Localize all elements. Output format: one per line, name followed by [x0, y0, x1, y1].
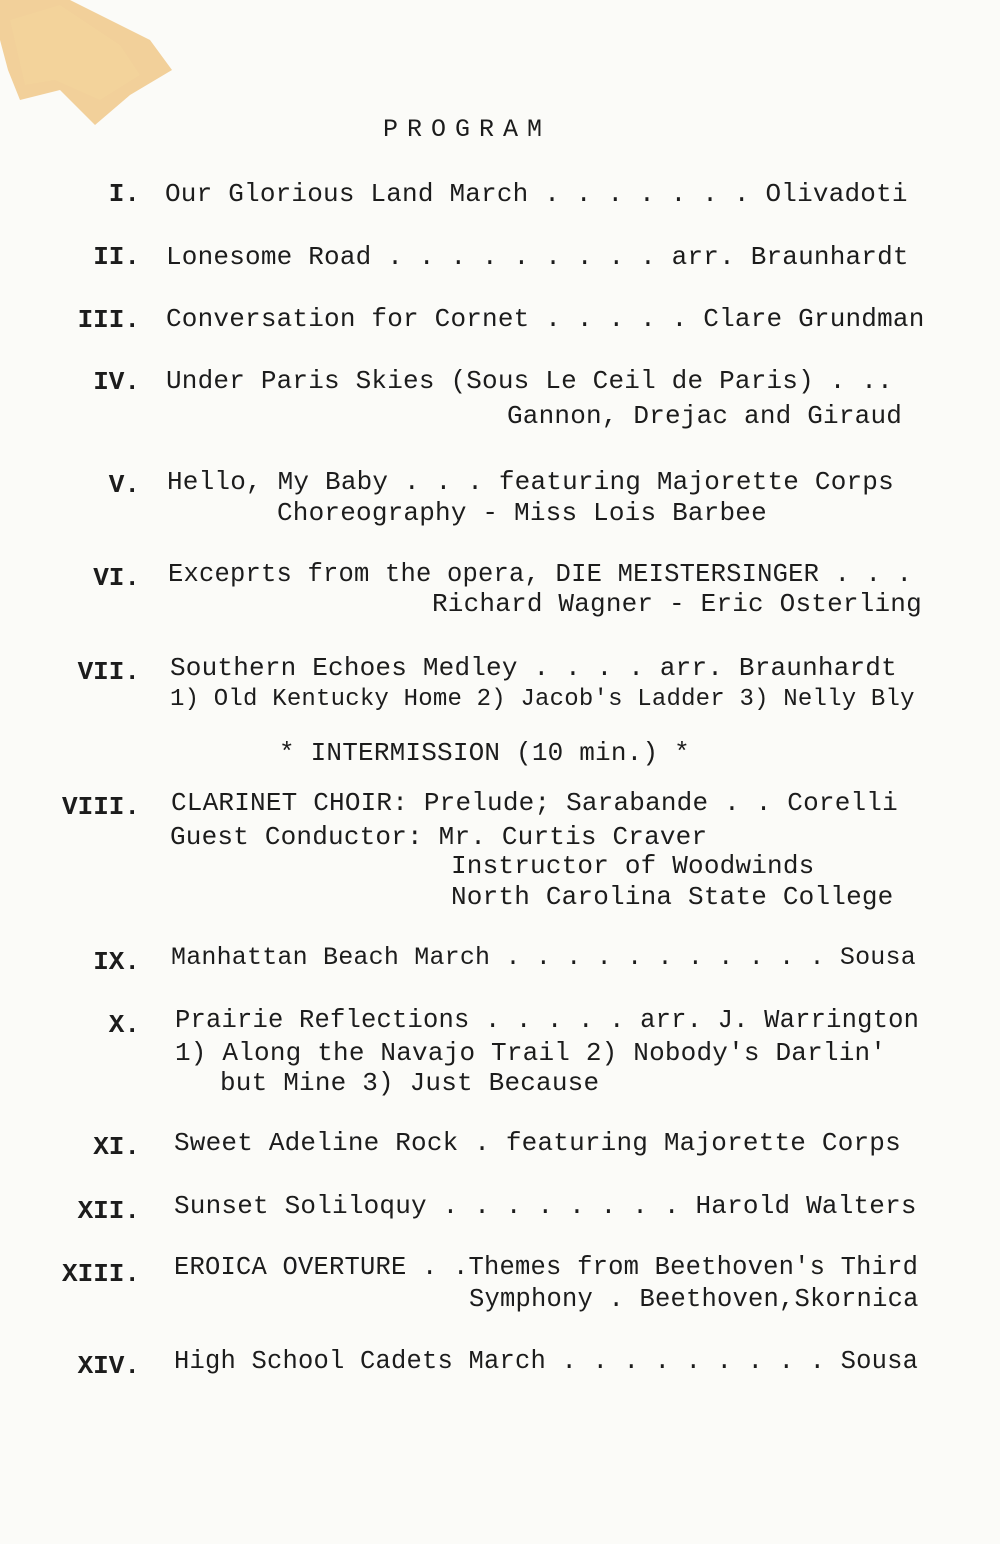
item-line: Conversation for Cornet . . . . . Clare Grundman	[166, 304, 925, 334]
item-number: XIII.	[61, 1259, 140, 1289]
item-line: Symphony . Beethoven,Skornica	[469, 1285, 919, 1314]
item-line: Lonesome Road . . . . . . . . . arr. Braunhardt	[166, 242, 909, 272]
item-line: CLARINET CHOIR: Prelude; Sarabande . . Corelli	[171, 788, 898, 818]
item-line: Choreography - Miss Lois Barbee	[277, 498, 767, 528]
item-line: Gannon, Drejac and Giraud	[507, 401, 903, 431]
item-line: Instructor of Woodwinds	[451, 851, 815, 881]
item-line: EROICA OVERTURE . .Themes from Beethoven's Third	[174, 1253, 919, 1282]
item-number: X.	[108, 1010, 140, 1040]
item-number: IX.	[93, 947, 140, 977]
item-line: but Mine 3) Just Because	[220, 1068, 600, 1098]
item-line: Richard Wagner - Eric Osterling	[432, 589, 922, 619]
item-number: I.	[108, 179, 140, 209]
item-number: V.	[108, 470, 140, 500]
page-title: PROGRAM	[383, 115, 552, 144]
item-line: Prairie Reflections . . . . . arr. J. Warrington	[175, 1006, 920, 1035]
item-line: Our Glorious Land March . . . . . . . Olivadoti	[165, 179, 908, 209]
item-line: Sweet Adeline Rock . featuring Majorette Corps	[174, 1128, 901, 1158]
tape-fragment	[0, 0, 175, 125]
item-line: 1) Old Kentucky Home 2) Jacob's Ladder 3) Nelly Bly	[170, 686, 915, 713]
item-number: III.	[77, 305, 140, 335]
item-number: XI.	[93, 1132, 140, 1162]
item-number: IV.	[93, 367, 140, 397]
item-number: II.	[93, 242, 140, 272]
item-number: XII.	[77, 1196, 140, 1226]
item-number: VI.	[93, 563, 140, 593]
item-line: Hello, My Baby . . . featuring Majorette Corps	[167, 467, 894, 497]
item-line: Exceprts from the opera, DIE MEISTERSINGER . . .	[168, 560, 913, 589]
item-number: VIII.	[61, 792, 140, 822]
item-line: Guest Conductor: Mr. Curtis Craver	[170, 822, 708, 852]
item-line: North Carolina State College	[451, 882, 894, 912]
item-number: XIV.	[77, 1351, 140, 1381]
item-line: Sunset Soliloquy . . . . . . . . Harold Walters	[174, 1191, 917, 1221]
item-line: Manhattan Beach March . . . . . . . . . . . Sousa	[171, 943, 916, 972]
item-line: High School Cadets March . . . . . . . . . Sousa	[174, 1347, 919, 1376]
item-line: Under Paris Skies (Sous Le Ceil de Paris) . ..	[166, 366, 893, 396]
item-line: 1) Along the Navajo Trail 2) Nobody's Darlin'	[175, 1038, 887, 1068]
intermission: * INTERMISSION (10 min.) *	[279, 738, 690, 768]
item-number: VII.	[77, 657, 140, 687]
item-line: Southern Echoes Medley . . . . arr. Braunhardt	[170, 653, 897, 683]
